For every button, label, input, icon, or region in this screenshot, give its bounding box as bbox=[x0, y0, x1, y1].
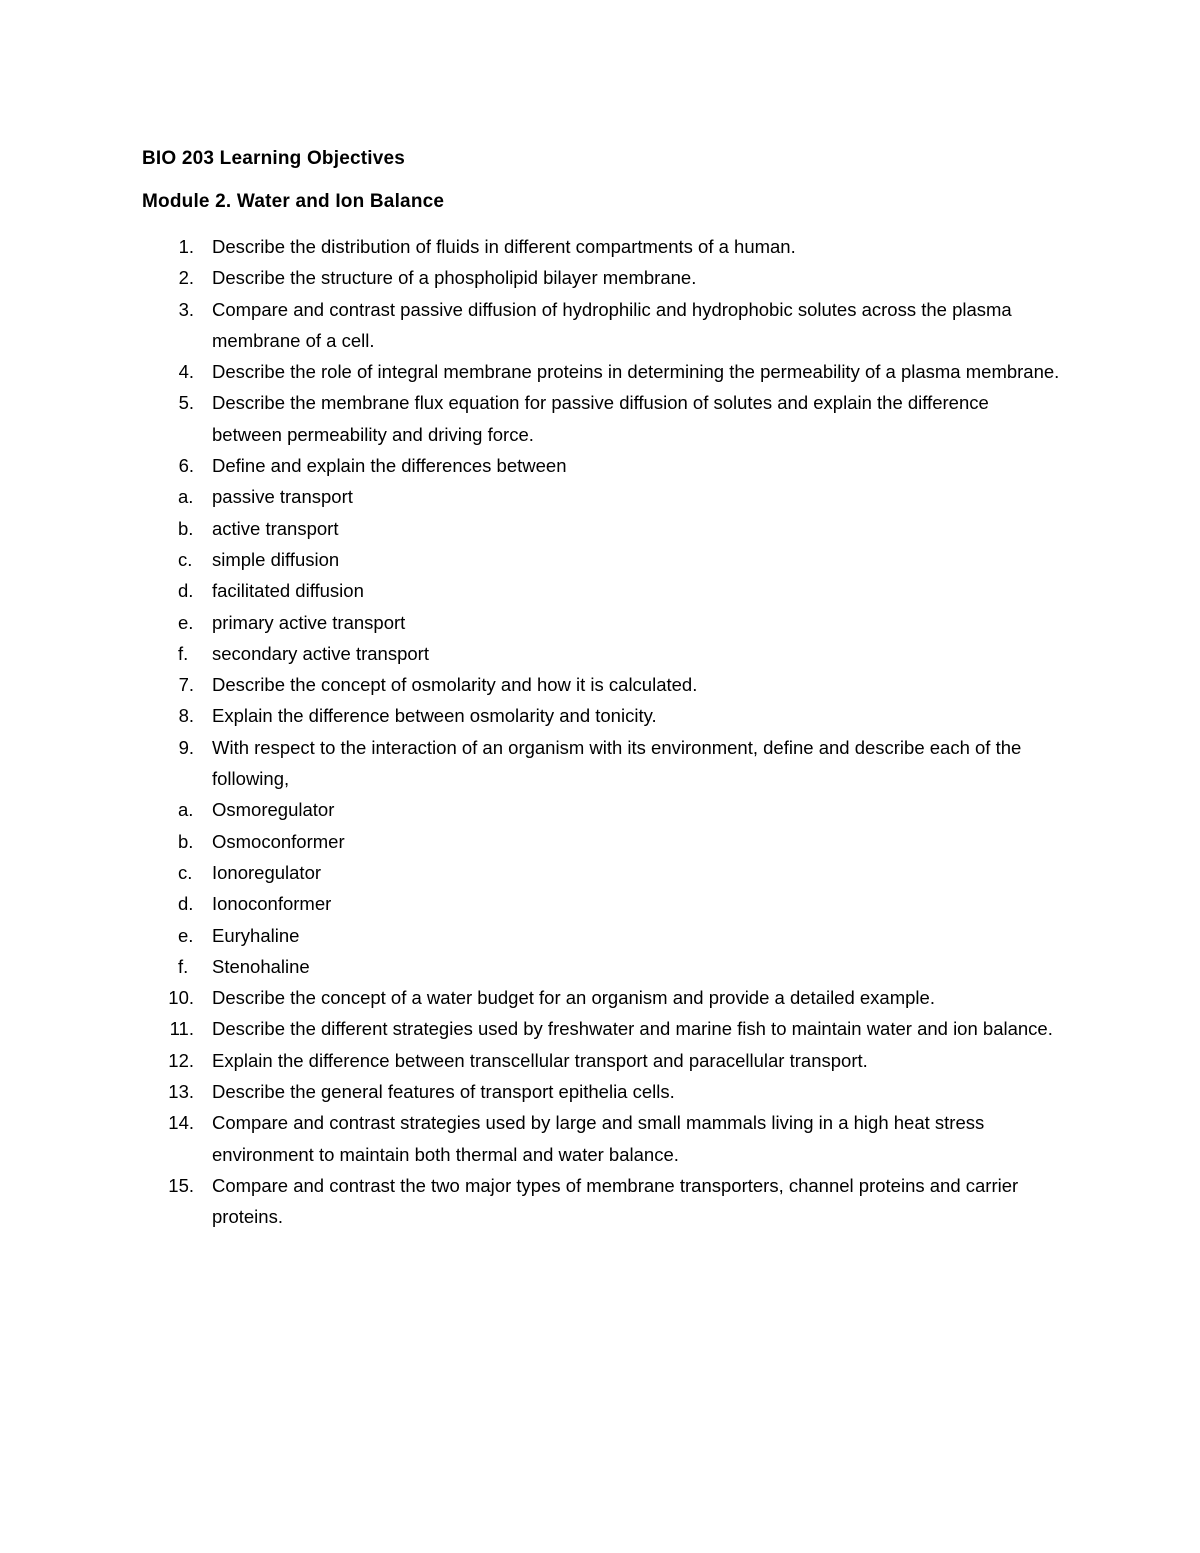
objective-number: 8. bbox=[178, 705, 194, 727]
objective-item bbox=[142, 1107, 1062, 1170]
objective-text: Define and explain the differences between bbox=[212, 455, 567, 477]
subitem-text: Osmoconformer bbox=[212, 830, 345, 852]
objective-item bbox=[142, 387, 1062, 450]
objective-text: Compare and contrast strategies used by large and small mammals living in a high heat stress environment to maintain both thermal and water balance. bbox=[212, 1112, 985, 1165]
subitem-text: Euryhaline bbox=[212, 924, 300, 946]
subitem-letter: c. bbox=[178, 861, 193, 883]
objective-number: 15. bbox=[168, 1174, 194, 1196]
subitem-text: simple diffusion bbox=[212, 548, 340, 570]
objective-number: 3. bbox=[178, 298, 194, 320]
objective-subitem bbox=[142, 481, 1062, 512]
objective-number: 7. bbox=[178, 674, 194, 696]
objective-item bbox=[142, 294, 1062, 357]
objective-item bbox=[142, 356, 1062, 387]
objective-item bbox=[142, 982, 1062, 1013]
objective-number: 14. bbox=[168, 1112, 194, 1134]
objective-item bbox=[142, 1045, 1062, 1076]
objective-subitem bbox=[142, 920, 1062, 951]
subitem-letter: d. bbox=[178, 893, 194, 915]
subitem-letter: b. bbox=[178, 517, 194, 539]
subitem-text: active transport bbox=[212, 517, 339, 539]
objective-subitem bbox=[142, 513, 1062, 544]
objective-number: 12. bbox=[168, 1049, 194, 1071]
objective-text: Describe the structure of a phospholipid bilayer membrane. bbox=[212, 267, 697, 289]
subitem-letter: e. bbox=[178, 924, 194, 946]
objective-subitem bbox=[142, 607, 1062, 638]
objective-subitem bbox=[142, 638, 1062, 669]
objective-item bbox=[142, 669, 1062, 700]
objective-number: 11. bbox=[169, 1018, 194, 1040]
objective-text: Explain the difference between osmolarity and tonicity. bbox=[212, 705, 657, 727]
subitem-text: passive transport bbox=[212, 486, 353, 508]
objective-item bbox=[142, 1170, 1062, 1233]
subitem-letter: a. bbox=[178, 799, 194, 821]
objective-item bbox=[142, 231, 1062, 262]
subitem-text: Stenohaline bbox=[212, 955, 310, 977]
objective-text: Describe the concept of osmolarity and how it is calculated. bbox=[212, 674, 698, 696]
objective-number: 1. bbox=[178, 236, 194, 257]
objective-number: 13. bbox=[168, 1081, 194, 1103]
objective-number: 9. bbox=[178, 736, 194, 758]
objective-text: Describe the role of integral membrane proteins in determining the permeability of a plasma membrane. bbox=[212, 361, 1060, 383]
subitem-text: Ionoconformer bbox=[212, 893, 332, 915]
objective-item bbox=[142, 1076, 1062, 1107]
objective-number: 10. bbox=[168, 987, 194, 1009]
objective-item bbox=[142, 732, 1062, 795]
objective-text: Explain the difference between transcellular transport and paracellular transport. bbox=[212, 1049, 868, 1071]
objective-item bbox=[142, 262, 1062, 293]
objective-subitem bbox=[142, 794, 1062, 825]
objective-number: 6. bbox=[178, 455, 194, 477]
objective-subitem bbox=[142, 857, 1062, 888]
subitem-text: primary active transport bbox=[212, 611, 406, 633]
objectives-list bbox=[142, 231, 1062, 1233]
subitem-letter: d. bbox=[178, 580, 194, 602]
objective-item bbox=[142, 700, 1062, 731]
objective-subitem bbox=[142, 951, 1062, 982]
objective-text: Describe the concept of a water budget for an organism and provide a detailed example. bbox=[212, 987, 935, 1009]
subitem-text: secondary active transport bbox=[212, 642, 429, 664]
subitem-letter: b. bbox=[178, 830, 194, 852]
objective-item bbox=[142, 450, 1062, 481]
subitem-letter: c. bbox=[178, 548, 193, 570]
objective-subitem bbox=[142, 826, 1062, 857]
objective-number: 4. bbox=[178, 361, 194, 383]
objective-text: Describe the membrane flux equation for passive diffusion of solutes and explain the difference between permeability and driving force. bbox=[212, 392, 989, 445]
objective-text: Describe the different strategies used by freshwater and marine fish to maintain water and ion balance. bbox=[212, 1018, 1053, 1040]
objective-number: 2. bbox=[178, 267, 194, 289]
objective-text: Describe the general features of transport epithelia cells. bbox=[212, 1081, 675, 1103]
objective-sublist bbox=[142, 794, 1062, 982]
subitem-letter: f. bbox=[178, 955, 189, 977]
objective-text: Compare and contrast passive diffusion of hydrophilic and hydrophobic solutes across the plasma membrane of a cell. bbox=[212, 298, 1012, 351]
subitem-letter: e. bbox=[178, 611, 194, 633]
objective-text: Compare and contrast the two major types of membrane transporters, channel proteins and carrier proteins. bbox=[212, 1174, 1019, 1228]
document-title: BIO 203 Learning Objectives bbox=[142, 148, 406, 169]
objective-item bbox=[142, 1013, 1062, 1044]
objective-text: Describe the distribution of fluids in different compartments of a human. bbox=[212, 236, 796, 257]
module-heading: Module 2. Water and Ion Balance bbox=[142, 191, 445, 212]
objective-text: With respect to the interaction of an organism with its environment, define and describe each of the following, bbox=[212, 736, 1022, 790]
objective-sublist bbox=[142, 481, 1062, 669]
subitem-letter: a. bbox=[178, 486, 194, 508]
objective-subitem bbox=[142, 888, 1062, 919]
subitem-text: facilitated diffusion bbox=[212, 580, 364, 602]
subitem-letter: f. bbox=[178, 642, 189, 664]
objective-number: 5. bbox=[178, 392, 194, 414]
objective-subitem bbox=[142, 544, 1062, 575]
subitem-text: Ionoregulator bbox=[212, 861, 322, 883]
objective-subitem bbox=[142, 575, 1062, 606]
subitem-text: Osmoregulator bbox=[212, 799, 335, 821]
